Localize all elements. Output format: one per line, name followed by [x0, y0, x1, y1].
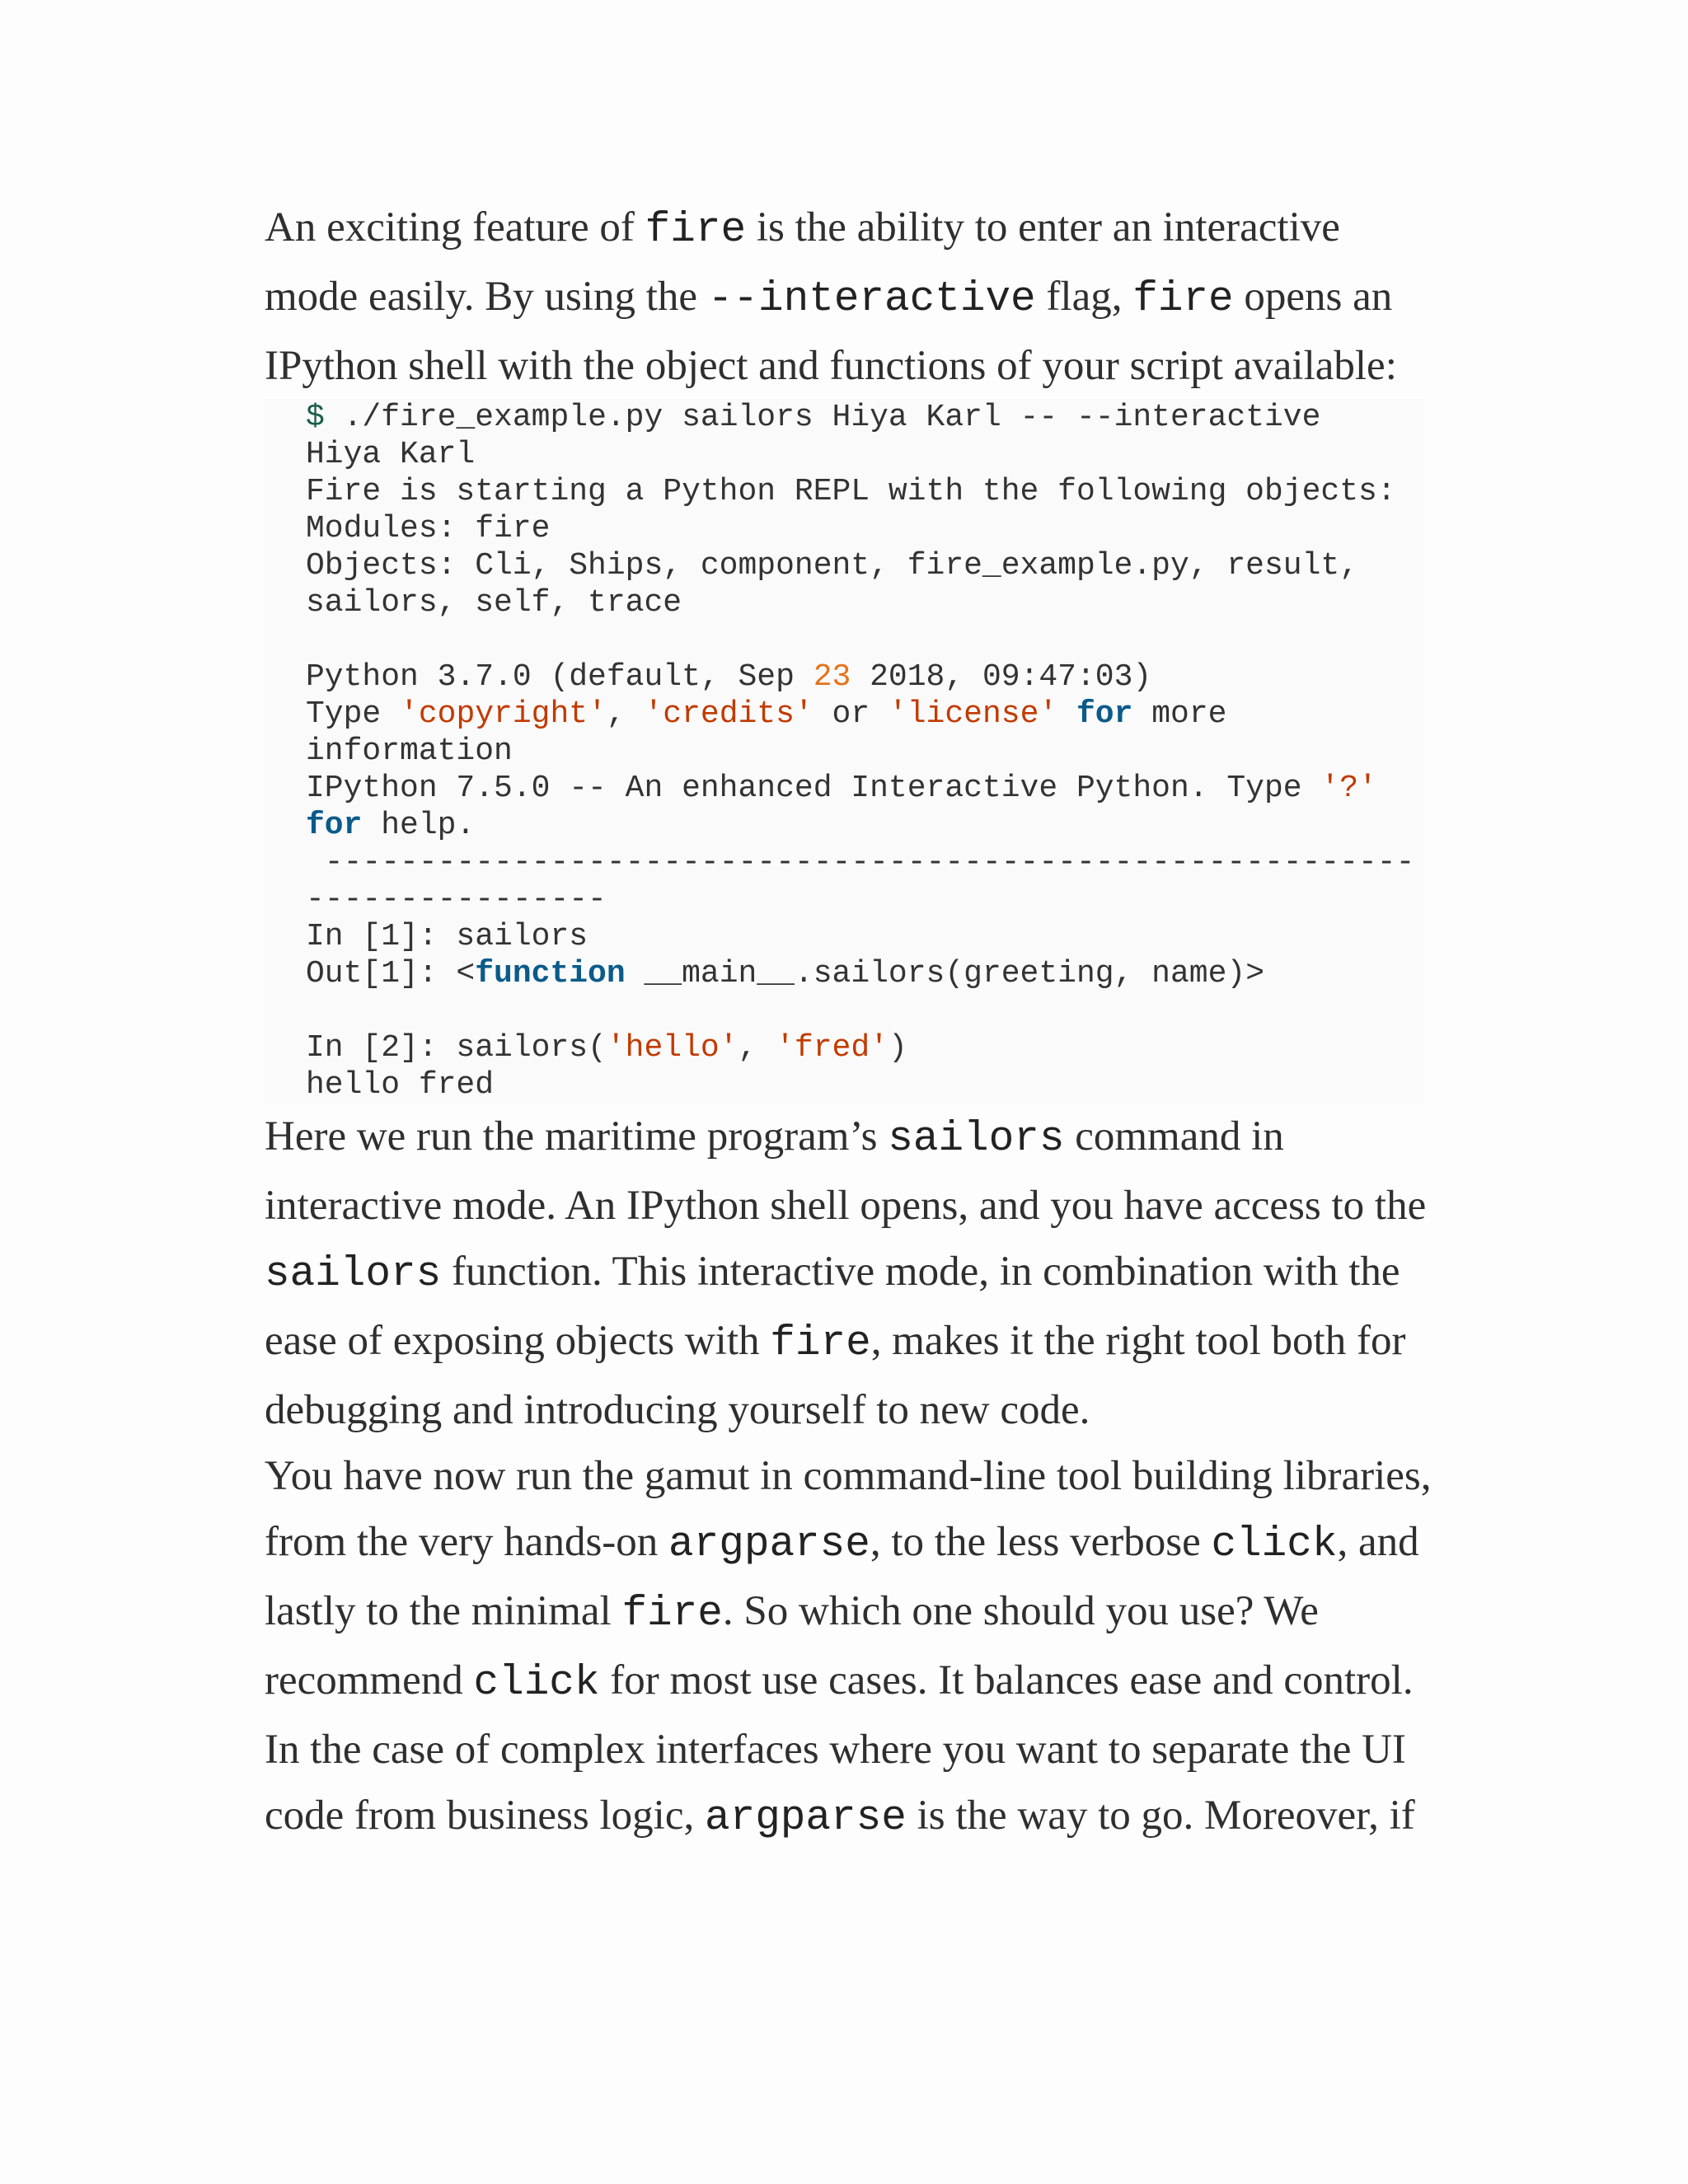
inline-code: fire: [645, 207, 747, 254]
code-line: hello fred: [306, 1067, 495, 1103]
code-line: $ ./fire_example.py sailors Hiya Karl -- --interactive: [306, 400, 1321, 435]
inline-code: fire: [1132, 276, 1234, 323]
code-string: 'copyright': [400, 696, 607, 732]
code-string: 'credits': [644, 696, 814, 732]
code-line: for help.: [306, 808, 476, 843]
inline-code: fire: [621, 1591, 723, 1638]
code-line: Type 'copyright', 'credits' or 'license' for more: [306, 696, 1227, 732]
text: function. This interactive mode, in combination with the ease of exposing objects with: [265, 1249, 1400, 1364]
inline-code: argparse: [704, 1795, 907, 1842]
text: An exciting feature of: [265, 204, 645, 251]
text: , and lastly to the minimal: [265, 1519, 1419, 1634]
code-line: Fire is starting a Python REPL with the following objects:: [306, 474, 1396, 509]
code-line: In [1]: sailors: [306, 919, 588, 954]
code-line-blank: [306, 621, 1423, 658]
shell-prompt: $: [306, 400, 325, 435]
code-line: Objects: Cli, Ships, component, fire_example.py, result,: [306, 548, 1359, 583]
text: You have now run the gamut in command-line tool building libraries, from the very hands-on: [265, 1453, 1432, 1565]
text: is the ability to enter an interactive mode easily. By using the: [265, 204, 1340, 320]
code-keyword: for: [1076, 696, 1133, 732]
code-string: '?': [1320, 771, 1377, 806]
code-string: 'hello': [606, 1030, 738, 1066]
inline-code: click: [1211, 1521, 1338, 1568]
text: , makes it the right tool both for debugging and introducing yourself to new code.: [265, 1318, 1406, 1433]
paragraph-recommendation: [265, 1443, 1435, 1852]
code-line: information: [306, 733, 513, 769]
code-line: sailors, self, trace: [306, 585, 682, 621]
text: Here we run the maritime program’s: [265, 1113, 889, 1160]
inline-code: fire: [770, 1320, 871, 1367]
code-keyword: function: [475, 956, 626, 991]
code-line: Modules: fire: [306, 511, 551, 546]
code-line: In [2]: sailors('hello', 'fred'): [306, 1030, 907, 1066]
inline-code: sailors: [265, 1251, 442, 1298]
article-body: [265, 194, 1435, 1852]
code-number: 23: [813, 659, 851, 695]
code-line: Out[1]: <function __main__.sailors(greeting, name)>: [306, 956, 1264, 991]
paragraph-interactive-intro: [265, 194, 1435, 399]
code-block: [265, 399, 1423, 1104]
inline-code: sailors: [888, 1116, 1065, 1163]
inline-code: click: [473, 1660, 600, 1707]
text: . So which one should you use? We recommend: [265, 1588, 1319, 1704]
text: flag,: [1035, 274, 1133, 320]
text: for most use cases. It balances ease and control. In the case of complex interfaces where you want to separate the UI code from business logic,: [265, 1657, 1414, 1839]
code-string: 'fred': [776, 1030, 889, 1066]
text: command in interactive mode. An IPython shell opens, and you have access to the: [265, 1113, 1427, 1229]
text: opens an IPython shell with the object and functions of your script available:: [265, 274, 1397, 389]
inline-code: --interactive: [707, 276, 1036, 323]
code-string: 'license': [888, 696, 1058, 732]
code-line-blank: [306, 992, 1423, 1029]
inline-code: argparse: [668, 1521, 870, 1568]
code-separator: ----------------: [306, 882, 607, 917]
code-separator: ----------------------------------------------------------: [306, 845, 1415, 880]
paragraph-sailors-explanation: [265, 1104, 1435, 1443]
code-line: IPython 7.5.0 -- An enhanced Interactive Python. Type '?': [306, 771, 1377, 806]
code-keyword: for: [306, 808, 363, 843]
code-line: Python 3.7.0 (default, Sep 23 2018, 09:47:03): [306, 659, 1152, 695]
text: is the way to go. Moreover, if: [906, 1793, 1415, 1839]
text: , to the less verbose: [870, 1519, 1212, 1565]
code-line: Hiya Karl: [306, 437, 476, 472]
